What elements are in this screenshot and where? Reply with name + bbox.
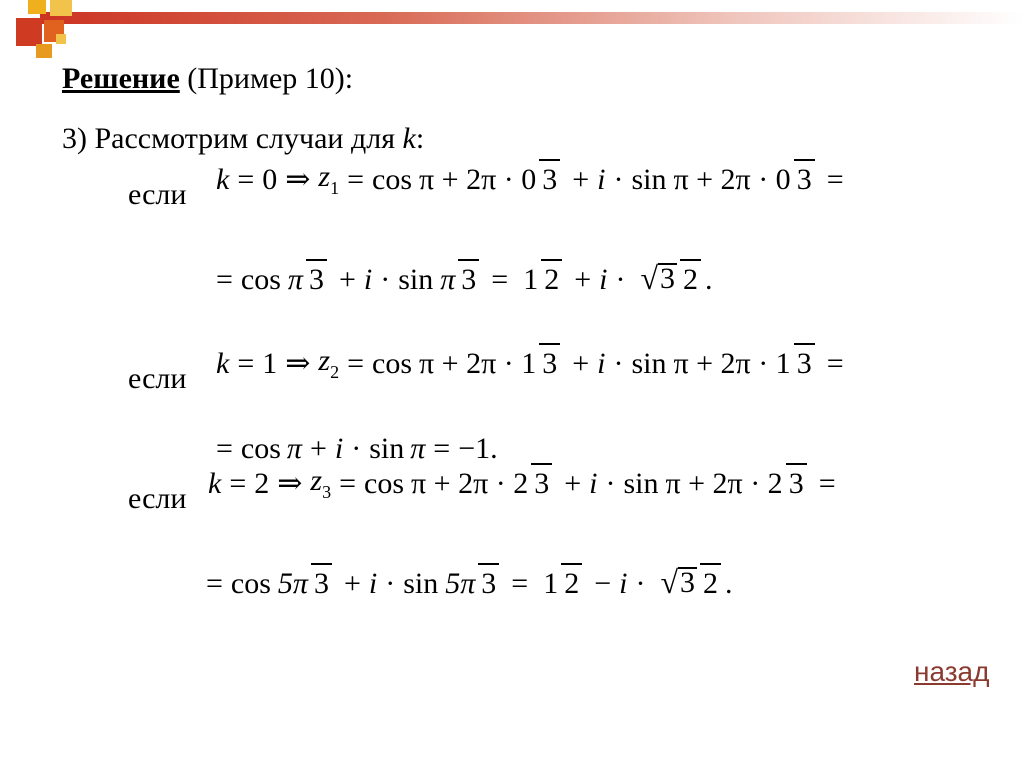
case-label: если (128, 178, 187, 211)
z-index: 1 (330, 178, 340, 198)
dot-sign: · (385, 567, 396, 600)
argument-fraction (670, 346, 814, 382)
sin-fn: sin (631, 162, 667, 196)
case-k2-line1 (208, 464, 844, 503)
dot-sign: · (613, 346, 624, 380)
imag-unit: i (599, 263, 608, 296)
frac-denominator: 3 (311, 563, 332, 600)
equals-sign: = (229, 466, 247, 500)
frac-numerator: 5π (445, 567, 476, 600)
implies-sign: ⇒ (277, 467, 303, 500)
plus-sign: + (343, 567, 361, 600)
example-label: (Пример 10): (179, 62, 354, 95)
pi-symbol: π (286, 432, 302, 465)
frac-numerator: π + 2π · 1 (673, 346, 791, 380)
plus-sign: + (572, 162, 590, 196)
k-symbol: k (208, 466, 222, 500)
equals-sign: = (339, 466, 356, 500)
cos-fraction (285, 262, 327, 298)
frac-numerator: π (287, 263, 303, 296)
sin-fraction (437, 262, 479, 298)
case-k1-line1 (216, 344, 852, 383)
frac-numerator: π + 2π · 0 (673, 162, 791, 196)
frac-numerator: 1 (543, 567, 559, 600)
real-part-fraction (540, 566, 582, 602)
frac-denominator: 3 (794, 343, 815, 380)
imag-unit: i (589, 466, 598, 500)
z-symbol (310, 464, 331, 503)
z-index: 2 (330, 362, 340, 382)
frac-numerator: 1 (523, 263, 539, 296)
plus-sign: + (338, 263, 356, 296)
cos-fn: cos (240, 432, 281, 465)
imag-unit: i (368, 567, 378, 600)
header-gradient-bar (40, 12, 1024, 24)
equals-sign: = (491, 263, 509, 296)
equals-sign: = (216, 432, 233, 465)
equals-sign: = (237, 346, 255, 380)
solution-label: Решение (62, 62, 180, 95)
z-symbol (318, 344, 339, 383)
z-index: 3 (322, 482, 332, 502)
equals-sign: = (216, 263, 233, 296)
sin-fn: sin (623, 466, 659, 500)
imag-unit: i (597, 346, 606, 380)
result-value: −1. (458, 432, 498, 465)
imag-unit: i (363, 263, 373, 296)
cos-fn: cos (364, 466, 404, 500)
frac-denominator: 3 (786, 463, 807, 500)
dot-sign: · (615, 263, 626, 296)
imag-part-fraction (637, 262, 701, 298)
case-k1-line2 (216, 432, 498, 466)
frac-denominator: 3 (539, 159, 560, 196)
frac-numerator: π + 2π · 2 (665, 466, 783, 500)
implies-sign: ⇒ (285, 163, 311, 196)
frac-numerator: π + 2π · 1 (419, 346, 537, 380)
decor-square (28, 0, 46, 14)
frac-denominator: 3 (794, 159, 815, 196)
sin-fn: sin (369, 432, 405, 465)
z-symbol (318, 160, 339, 199)
equals-sign: = (826, 346, 844, 380)
decor-square (36, 44, 52, 58)
k-value: 0 (262, 162, 278, 196)
sin-fn: sin (398, 263, 434, 296)
imag-part-fraction (657, 566, 721, 602)
equals-sign: = (826, 162, 844, 196)
frac-denominator: 2 (541, 259, 562, 296)
dot-sign: · (613, 162, 624, 196)
case-k0-line2 (216, 262, 713, 298)
frac-denominator: 3 (306, 259, 327, 296)
argument-fraction (670, 162, 814, 198)
z-letter: z (318, 160, 331, 193)
z-letter: z (318, 344, 331, 377)
frac-numerator: π (440, 263, 456, 296)
equals-sign: = (347, 162, 364, 196)
frac-numerator: π + 2π · 0 (419, 162, 537, 196)
pi-symbol: π (410, 432, 426, 465)
back-link[interactable]: назад (914, 656, 990, 687)
argument-fraction (408, 466, 552, 502)
equals-sign: = (433, 432, 451, 465)
equals-sign: = (818, 466, 836, 500)
frac-numerator: π + 2π · 2 (411, 466, 529, 500)
imag-unit: i (619, 567, 628, 600)
equals-sign: = (206, 567, 223, 600)
case-label: если (128, 482, 187, 515)
frac-numerator: 5π (277, 567, 308, 600)
case-label: если (128, 362, 187, 395)
plus-sign: + (564, 466, 582, 500)
cos-fn: cos (230, 567, 271, 600)
cos-fn: cos (372, 162, 412, 196)
frac-denominator: 2 (680, 259, 701, 296)
decor-square (16, 18, 42, 46)
intro-colon: : (415, 122, 425, 155)
sqrt-symbol: √ 3 (660, 564, 696, 600)
dot-sign: · (605, 466, 616, 500)
sin-fraction (442, 566, 499, 602)
frac-denominator: 3 (458, 259, 479, 296)
cases-intro (62, 122, 424, 156)
frac-denominator: 2 (561, 563, 582, 600)
intro-text: 3) Рассмотрим случаи для (62, 122, 403, 155)
imag-unit: i (597, 162, 606, 196)
dot-sign: · (635, 567, 646, 600)
radicand: 3 (660, 262, 676, 295)
z-letter: z (310, 464, 323, 497)
frac-denominator: 2 (700, 563, 721, 600)
case-k2-line2 (206, 566, 733, 602)
frac-denominator: 3 (478, 563, 499, 600)
equals-sign: = (237, 162, 255, 196)
plus-sign: + (309, 432, 327, 465)
k-value: 2 (254, 466, 270, 500)
cos-fraction (275, 566, 332, 602)
implies-sign: ⇒ (285, 347, 311, 380)
dot-sign: · (380, 263, 391, 296)
plus-sign: + (572, 346, 590, 380)
equals-sign: = (511, 567, 529, 600)
k-symbol: k (216, 346, 230, 380)
sin-fn: sin (403, 567, 439, 600)
radicand: 3 (680, 566, 696, 599)
argument-fraction (416, 162, 560, 198)
frac-denominator: 3 (539, 343, 560, 380)
frac-numerator (657, 564, 700, 602)
real-part-fraction (520, 262, 562, 298)
argument-fraction (416, 346, 560, 382)
imag-unit: i (334, 432, 344, 465)
sqrt-symbol: √ 3 (640, 260, 676, 296)
solution-heading (62, 62, 353, 96)
case-k0-line1 (216, 160, 852, 199)
sin-fn: sin (631, 346, 667, 380)
equals-sign: = (347, 346, 364, 380)
argument-fraction (662, 466, 806, 502)
dot-sign: · (351, 432, 362, 465)
intro-var: k (402, 122, 416, 155)
frac-numerator (637, 260, 680, 298)
sign: + (574, 263, 592, 296)
decor-square (50, 0, 72, 16)
period: . (725, 567, 733, 600)
sign: − (594, 567, 612, 600)
k-symbol: k (216, 162, 230, 196)
frac-denominator: 3 (531, 463, 552, 500)
k-value: 1 (262, 346, 278, 380)
period: . (705, 263, 713, 296)
decor-square (56, 34, 66, 44)
cos-fn: cos (240, 263, 281, 296)
cos-fn: cos (372, 346, 412, 380)
